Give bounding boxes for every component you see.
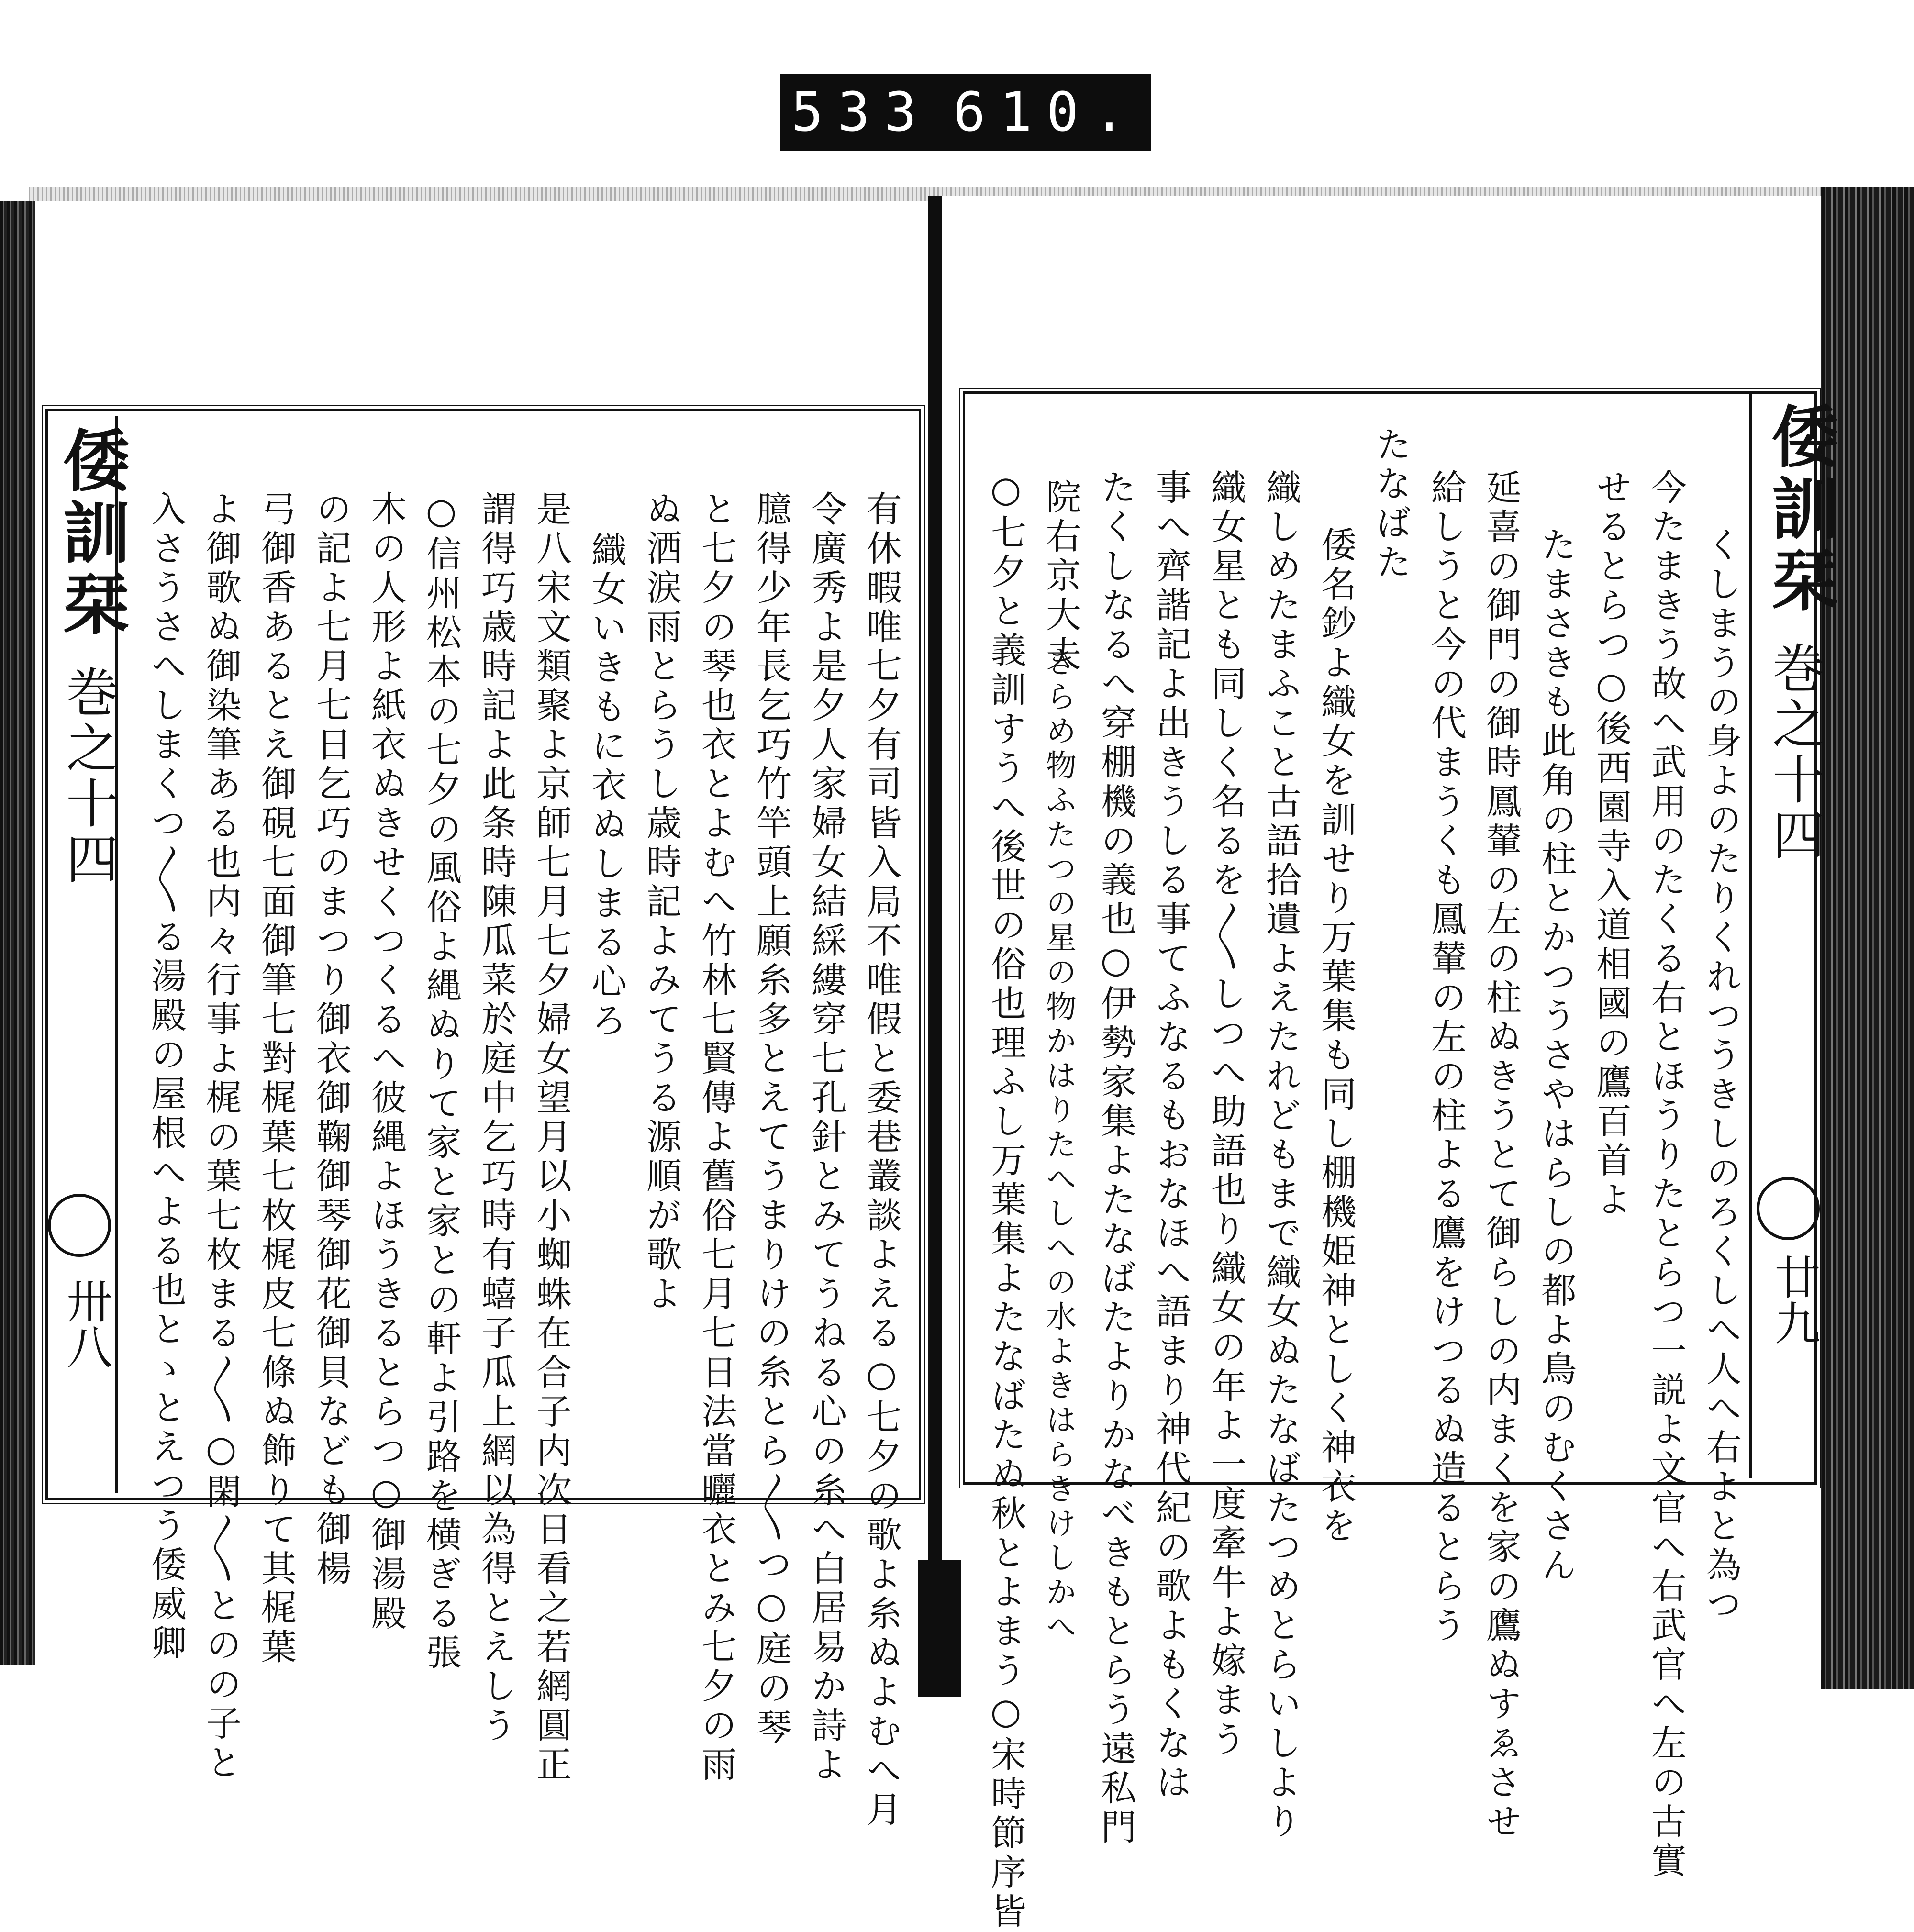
left-text-column: の記よ七月七日乞巧のまつり御衣御鞠御琴御花御貝なども御楊 xyxy=(311,490,352,1589)
right-poem-line: きらめ物ふたつの星の物かはりたへしへの水よきはらきけしかへ xyxy=(1041,646,1076,1645)
right-text-column: 倭名鈔よ織女を訓せり万葉集も同し棚機姫神としく神衣を xyxy=(1315,526,1357,1546)
right-text-column: ○七夕と義訓すうへ後世の俗也理ふし万葉集よたなばたぬ秋とよまう○宋時節序皆 xyxy=(985,469,1026,1932)
right-margin-circle xyxy=(1757,1177,1820,1240)
right-margin-title: 倭訓栞 xyxy=(1760,402,1839,617)
left-text-column-poem: 織女いきもに衣ぬしまる心ろ xyxy=(586,531,627,1041)
book-gutter-bottom xyxy=(918,1560,961,1697)
right-author-line: 院右京大夫 xyxy=(1040,478,1081,675)
left-text-column: 入さうさへしまくつ〳〵る湯殿の屋根へよる也とゝとえつう倭威卿 xyxy=(145,490,187,1664)
book-gutter xyxy=(928,196,942,1689)
call-number-right: 610. xyxy=(953,81,1140,144)
left-text-column: 令廣秀よ是夕人家婦女結綵縷穿七孔針とみてうねる心の糸へ白居易か詩よ xyxy=(806,490,847,1785)
right-margin-band xyxy=(1749,392,1839,1478)
right-headword: たなばた xyxy=(1370,426,1412,583)
left-margin-folio: 卅八 xyxy=(59,1277,113,1369)
right-text-column-poem: たまさきも此角の柱とかつうさやはらしの都よ鳥のむくさん xyxy=(1536,526,1577,1586)
right-margin-folio: 廿九 xyxy=(1767,1254,1821,1345)
right-text-column: 織しめたまふこと古語拾遺よえたれどもまで織女ぬたなばたつめとらいしより xyxy=(1260,469,1302,1842)
right-text-column: たくしなるへ穿棚機の義也○伊勢家集よたなばたよりかなべきもとらう遠私門 xyxy=(1095,469,1136,1848)
left-margin-band xyxy=(43,416,130,1493)
left-text-column: と七夕の琴也衣とよむへ竹林七賢傳よ舊俗七月七日法當曬衣とみ七夕の雨 xyxy=(696,490,737,1785)
right-text-column: くしまうの身よのたりくれつうきしのろくしへ人へ右よと為つ xyxy=(1701,526,1742,1625)
left-margin-volume: 巻之十四 xyxy=(57,665,119,887)
right-text-column: せるとらつ○後西園寺入道相國の鷹百首よ xyxy=(1591,469,1632,1220)
left-text-column: 臆得少年長乞巧竹竿頭上願糸多とえてうまりけの糸とら〳〵つ○庭の琴 xyxy=(751,490,792,1748)
left-text-column: 是八宋文類聚よ京師七月七夕婦女望月以小蜘蛛在合子内次日看之若網圓正 xyxy=(531,490,572,1785)
right-text-column: 延喜の御門の御時鳳輦の左の柱ぬきうとて御らしの内まくを家の鷹ぬすゑさせ xyxy=(1480,469,1522,1842)
call-number-label xyxy=(780,74,1151,151)
call-number-left: 533 xyxy=(791,81,931,144)
left-margin-circle xyxy=(48,1194,111,1257)
right-text-column: 事へ齊諧記よ出きうしる事てふなるもおなほへ語まり神代紀の歌よもくなは xyxy=(1150,469,1191,1803)
left-text-column: ○信州松本の七夕の風俗よ縄ぬりて家と家との軒よ引路を横ぎる張 xyxy=(421,490,462,1673)
left-margin-title: 倭訓栞 xyxy=(52,426,130,641)
left-text-column: 弓御香あるとえ御硯七面御筆七對梶葉七枚梶皮七條ぬ飾りて其梶葉 xyxy=(256,490,297,1667)
right-text-column: 今たまきう故へ武用のたくる右とほうりたとらつ一説よ文官へ右武官へ左の古實 xyxy=(1646,469,1687,1881)
right-text-column: 織女星とも同しく名るを〳〵しつへ助語也り織女の年よ一度牽牛よ嫁まう xyxy=(1205,469,1246,1760)
left-text-column: ぬ洒涙雨とらうし歳時記よみてうる源順が歌よ xyxy=(641,490,682,1314)
left-text-column: 有休暇唯七夕有司皆入局不唯假と委巷叢談よえる○七夕の歌よ糸ぬよむへ月 xyxy=(861,490,902,1830)
right-margin-volume: 巻之十四 xyxy=(1764,641,1825,863)
right-text-column: 給しうと今の代まうくも鳳輦の左の柱よる鷹をけつるぬ造るとらう xyxy=(1425,469,1467,1646)
left-spine-edge xyxy=(0,201,33,1665)
left-text-column: 木の人形よ紙衣ぬきせくつくるへ彼縄よほうきるとらつ○御湯殿 xyxy=(366,490,407,1634)
left-text-column: よ御歌ぬ御染筆ある也内々行事よ梶の葉七枚まる〳〵○閑〳〵とのの子と xyxy=(200,490,242,1783)
left-text-column: 謂得巧歳時記よ此条時陳瓜菜於庭中乞巧時有蟢子瓜上網以為得とえしう xyxy=(476,490,517,1746)
